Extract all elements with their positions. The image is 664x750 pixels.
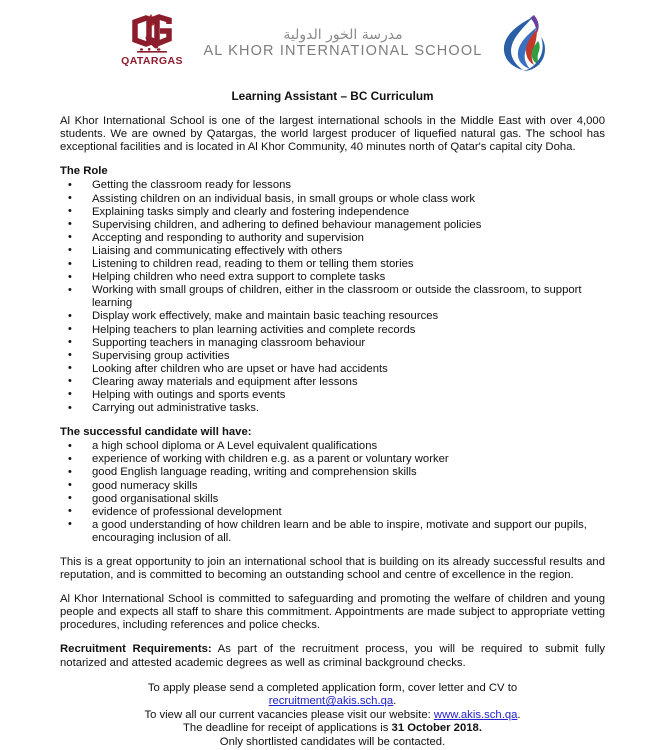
svg-text:QATARGAS: QATARGAS	[121, 55, 184, 67]
list-item: • Listening to children read, reading to them or telling them stories	[60, 258, 605, 271]
list-item: • Helping with outings and sports events	[60, 389, 605, 402]
school-name-english: AL KHOR INTERNATIONAL SCHOOL	[203, 42, 483, 59]
akis-flame-logo	[497, 13, 549, 73]
website-trailing-punctuation: .	[517, 708, 521, 721]
vacancies-prefix-text: To view all our current vacancies please visit our website:	[144, 708, 434, 721]
candidate-list	[60, 440, 605, 545]
opportunity-paragraph: This is a great opportunity to join an international school that is building on its already successful results and reputation, and is committed to becoming an outstanding school and centre of excellence in the region.	[60, 556, 605, 582]
deadline-date: 31 October 2018.	[391, 722, 482, 735]
list-item: • Assisting children on an individual basis, in small groups or whole class work	[60, 193, 605, 206]
recruitment-requirements-text: As part of the recruitment process, you will be required to submit fully notarized and attested academic degrees as well as criminal background checks.	[60, 643, 605, 669]
list-item: • a good understanding of how children learn and be able to inspire, motivate and support our pupils, encouraging inclusion of all.	[60, 519, 605, 545]
list-item: • Supervising children, and adhering to defined behaviour management policies	[60, 219, 605, 232]
list-item: • good English language reading, writing and comprehension skills	[60, 466, 605, 479]
website-link[interactable]: www.akis.sch.qa	[433, 708, 518, 721]
school-name-arabic: مدرسة الخور الدولية	[283, 26, 403, 43]
list-item: • Looking after children who are upset or have had accidents	[60, 363, 605, 376]
school-wordmark	[203, 28, 482, 59]
list-item: • Explaining tasks simply and clearly and fostering independence	[60, 206, 605, 219]
list-item: • Helping teachers to plan learning activities and complete records	[60, 324, 605, 337]
shortlist-note: Only shortlisted candidates will be contacted.	[219, 736, 446, 749]
list-item: • evidence of professional development	[60, 506, 605, 519]
letterhead	[0, 0, 664, 70]
list-item: • experience of working with children e.g. as a parent or voluntary worker	[60, 453, 605, 466]
list-item: • good numeracy skills	[60, 480, 605, 493]
list-item: • Accepting and responding to authority and supervision	[60, 232, 605, 245]
list-item: • good organisational skills	[60, 493, 605, 506]
list-item: • Supervising group activities	[60, 350, 605, 363]
list-item: • Clearing away materials and equipment after lessons	[60, 376, 605, 389]
deadline-line	[60, 722, 605, 736]
list-item: • Liaising and communicating effectively with others	[60, 245, 605, 258]
qatargas-logo	[115, 12, 189, 74]
role-list	[60, 179, 605, 415]
email-trailing-punctuation: .	[393, 695, 397, 708]
list-item: • Getting the classroom ready for lessons	[60, 179, 605, 192]
list-item: • a high school diploma or A Level equivalent qualifications	[60, 440, 605, 453]
recruitment-requirements-label: Recruitment Requirements:	[60, 643, 212, 656]
intro-paragraph: Al Khor International School is one of the largest international schools in the Middle East with over 4,000 students. We are owned by Qatargas, the world largest producer of liquefied natural gas. The school has exceptional facilities and is located in Al Khor Community, 40 minutes north of Qatar's capital city Doha.	[60, 115, 605, 154]
list-item: • Supporting teachers in managing classroom behaviour	[60, 337, 605, 350]
apply-instruction-line: To apply please send a completed application form, cover letter and CV to	[147, 681, 518, 694]
list-item: • Working with small groups of children, either in the classroom or outside the classroom, to support learning	[60, 284, 605, 310]
list-item: • Display work effectively, make and maintain basic teaching resources	[60, 310, 605, 323]
list-item: • Carrying out administrative tasks.	[60, 402, 605, 415]
recruitment-email-link[interactable]: recruitment@akis.sch.qa	[268, 695, 394, 708]
safeguarding-paragraph: Al Khor International School is committed to safeguarding and promoting the welfare of children and young people and expects all staff to share this commitment. Appointments are made subject to appropriate vetting procedures, including references and police checks.	[60, 593, 605, 632]
deadline-prefix-text: The deadline for receipt of applications is	[183, 722, 392, 735]
closing-block	[60, 682, 605, 750]
vacancies-line	[60, 709, 605, 723]
document-body	[0, 90, 664, 750]
recruitment-requirements-paragraph	[60, 643, 605, 669]
list-item: • Helping children who need extra support to complete tasks	[60, 271, 605, 284]
page-title: Learning Assistant – BC Curriculum	[231, 89, 434, 103]
candidate-heading: The successful candidate will have:	[60, 426, 252, 439]
email-line	[60, 695, 605, 709]
role-heading: The Role	[60, 165, 108, 178]
